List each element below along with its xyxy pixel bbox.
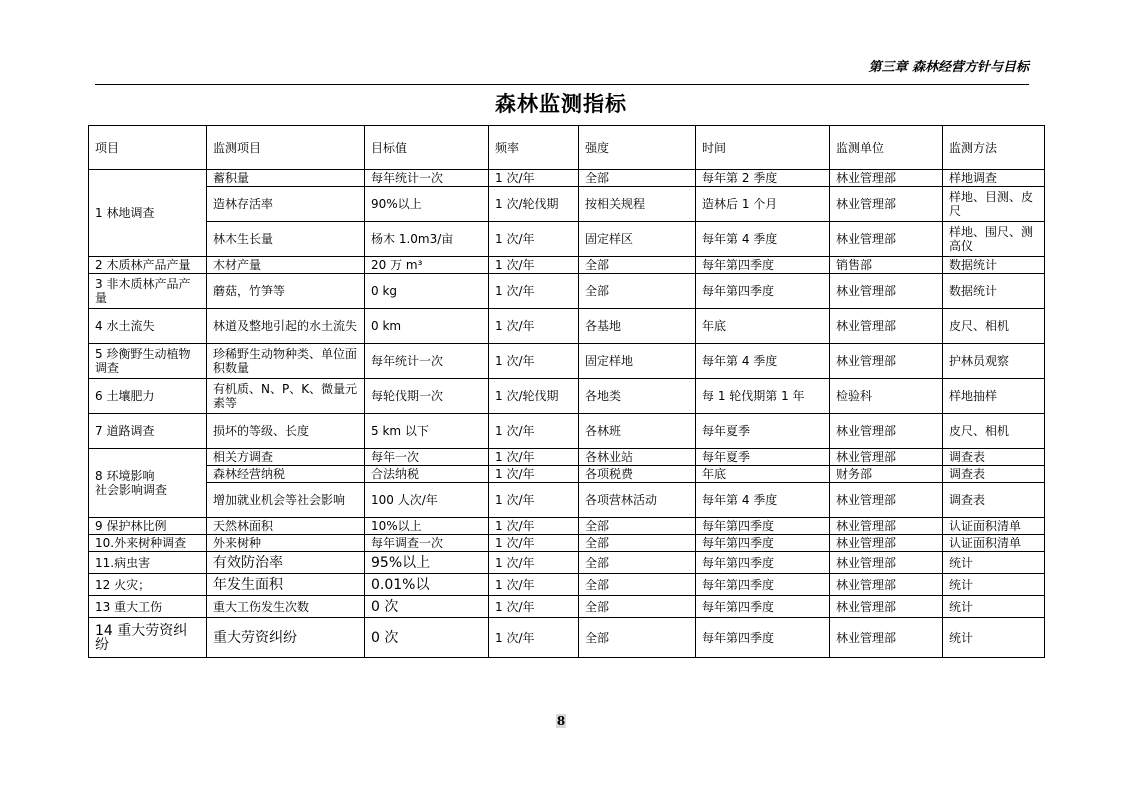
table-cell: 合法纳税 (365, 466, 489, 483)
table-cell: 全部 (579, 552, 696, 574)
table-cell: 1 次/年 (489, 414, 579, 449)
table-row (89, 574, 1045, 596)
table-cell: 1 次/年 (489, 483, 579, 518)
table-cell: 统计 (943, 596, 1045, 618)
table-cell: 每年统计一次 (365, 170, 489, 187)
category-cell: 4 水土流失 (89, 309, 207, 344)
table-cell: 林业管理部 (830, 618, 943, 658)
table-cell: 全部 (579, 257, 696, 274)
category-cell: 1 林地调查 (89, 170, 207, 257)
table-cell: 1 次/年 (489, 222, 579, 257)
table-cell: 每年一次 (365, 449, 489, 466)
table-cell: 每年夏季 (696, 449, 830, 466)
table-cell: 调查表 (943, 466, 1045, 483)
table-cell: 1 次/年 (489, 449, 579, 466)
table-row (89, 257, 1045, 274)
table-cell: 每年调查一次 (365, 535, 489, 552)
category-line: 社会影响调查 (95, 483, 168, 497)
table-cell: 0.01%以 (365, 574, 489, 596)
table-cell: 皮尺、相机 (943, 309, 1045, 344)
category-cell: 12 火灾； (89, 574, 207, 596)
table-cell: 每年第四季度 (696, 552, 830, 574)
table-cell: 1 次/年 (489, 518, 579, 535)
table-cell: 样地、围尺、测高仪 (943, 222, 1045, 257)
table-cell: 每年第四季度 (696, 518, 830, 535)
table-cell: 年底 (696, 466, 830, 483)
table-cell: 林道及整地引起的水土流失 (207, 309, 365, 344)
table-cell: 每年夏季 (696, 414, 830, 449)
table-row (89, 535, 1045, 552)
page-number (0, 714, 1122, 728)
table-cell: 各项税费 (579, 466, 696, 483)
table-cell: 固定样区 (579, 222, 696, 257)
table-cell: 增加就业机会等社会影响 (207, 483, 365, 518)
table-cell: 每年第 4 季度 (696, 222, 830, 257)
table-cell: 95%以上 (365, 552, 489, 574)
table-cell: 年底 (696, 309, 830, 344)
table-cell: 每年第四季度 (696, 257, 830, 274)
table-cell: 林业管理部 (830, 518, 943, 535)
table-cell: 每年第四季度 (696, 535, 830, 552)
category-cell: 14 重大劳资纠纷 (89, 618, 207, 658)
table-cell: 每轮伐期一次 (365, 379, 489, 414)
table-cell: 皮尺、相机 (943, 414, 1045, 449)
table-cell: 100 人次/年 (365, 483, 489, 518)
table-row (89, 187, 1045, 222)
table-cell: 林业管理部 (830, 187, 943, 222)
table-cell: 林业管理部 (830, 309, 943, 344)
table-cell: 1 次/年 (489, 596, 579, 618)
table-cell: 1 次/年 (489, 618, 579, 658)
table-cell: 销售部 (830, 257, 943, 274)
table-cell: 林业管理部 (830, 170, 943, 187)
table-cell: 各项营林活动 (579, 483, 696, 518)
table-cell: 全部 (579, 618, 696, 658)
table-cell: 每年第四季度 (696, 574, 830, 596)
table-cell: 按相关规程 (579, 187, 696, 222)
table-cell: 全部 (579, 170, 696, 187)
table-cell: 1 次/年 (489, 309, 579, 344)
table-cell: 1 次/年 (489, 466, 579, 483)
table-row (89, 596, 1045, 618)
column-header: 目标值 (365, 126, 489, 170)
table-row (89, 518, 1045, 535)
table-row (89, 552, 1045, 574)
category-cell: 3 非木质林产品产量 (89, 274, 207, 309)
table-cell: 1 次/年 (489, 170, 579, 187)
table-cell: 5 km 以下 (365, 414, 489, 449)
table-cell: 每年统计一次 (365, 344, 489, 379)
page-number-text: 8 (556, 714, 566, 728)
table-row (89, 344, 1045, 379)
table-cell: 10%以上 (365, 518, 489, 535)
table-cell: 天然林面积 (207, 518, 365, 535)
header-rule (95, 84, 1029, 85)
table-cell: 珍稀野生动物种类、单位面积数量 (207, 344, 365, 379)
category-cell: 10.外来树种调查 (89, 535, 207, 552)
category-cell: 5 珍衡野生动植物调查 (89, 344, 207, 379)
table-cell: 数据统计 (943, 257, 1045, 274)
monitoring-table (88, 125, 1045, 658)
table-cell: 木材产量 (207, 257, 365, 274)
table-cell: 林业管理部 (830, 274, 943, 309)
table-cell: 林木生长量 (207, 222, 365, 257)
table-cell: 全部 (579, 535, 696, 552)
table-cell: 蘑菇，竹笋等 (207, 274, 365, 309)
table-cell: 全部 (579, 596, 696, 618)
table-cell: 全部 (579, 518, 696, 535)
table-cell: 1 次/轮伐期 (489, 379, 579, 414)
table-cell: 损坏的等级、长度 (207, 414, 365, 449)
table-cell: 各基地 (579, 309, 696, 344)
category-cell: 6 土壤肥力 (89, 379, 207, 414)
table-cell: 造林存活率 (207, 187, 365, 222)
table-row (89, 466, 1045, 483)
table-cell: 每年第四季度 (696, 274, 830, 309)
table-cell: 固定样地 (579, 344, 696, 379)
table-row (89, 222, 1045, 257)
table-row (89, 170, 1045, 187)
table-cell: 每年第 4 季度 (696, 344, 830, 379)
column-header: 时间 (696, 126, 830, 170)
table-row (89, 309, 1045, 344)
table-cell: 数据统计 (943, 274, 1045, 309)
table-cell: 0 kg (365, 274, 489, 309)
table-cell: 样地调查 (943, 170, 1045, 187)
table-cell: 1 次/年 (489, 274, 579, 309)
table-cell: 1 次/年 (489, 552, 579, 574)
category-line: 8 环境影响 (95, 469, 155, 483)
table-cell: 各地类 (579, 379, 696, 414)
table-cell: 有机质、N、P、K、微量元素等 (207, 379, 365, 414)
table-row (89, 379, 1045, 414)
column-header: 强度 (579, 126, 696, 170)
table-cell: 调查表 (943, 483, 1045, 518)
category-cell: 11.病虫害 (89, 552, 207, 574)
table-cell: 1 次/年 (489, 344, 579, 379)
category-cell: 2 木质林产品产量 (89, 257, 207, 274)
table-cell: 统计 (943, 574, 1045, 596)
table-cell: 林业管理部 (830, 574, 943, 596)
table-cell: 1 次/年 (489, 574, 579, 596)
table-cell: 森林经营纳税 (207, 466, 365, 483)
column-header: 监测方法 (943, 126, 1045, 170)
table-cell: 林业管理部 (830, 552, 943, 574)
table-cell: 1 次/轮伐期 (489, 187, 579, 222)
table-cell: 重大劳资纠纷 (207, 618, 365, 658)
chapter-header: 第三章 森林经营方针与目标 (868, 60, 1029, 75)
table-cell: 全部 (579, 574, 696, 596)
table-row (89, 618, 1045, 658)
category-cell: 9 保护林比例 (89, 518, 207, 535)
table-cell: 造林后 1 个月 (696, 187, 830, 222)
page-title: 森林监测指标 (495, 92, 627, 116)
table-cell: 样地抽样 (943, 379, 1045, 414)
category-cell (89, 449, 207, 518)
table-cell: 林业管理部 (830, 535, 943, 552)
table-cell: 每 1 轮伐期第 1 年 (696, 379, 830, 414)
table-cell: 90%以上 (365, 187, 489, 222)
table-cell: 统计 (943, 618, 1045, 658)
table-row (89, 483, 1045, 518)
table-cell: 林业管理部 (830, 414, 943, 449)
category-cell: 13 重大工伤 (89, 596, 207, 618)
table-row (89, 274, 1045, 309)
table-cell: 有效防治率 (207, 552, 365, 574)
table-cell: 1 次/年 (489, 257, 579, 274)
table-cell: 调查表 (943, 449, 1045, 466)
table-cell: 每年第 4 季度 (696, 483, 830, 518)
table-cell: 0 km (365, 309, 489, 344)
table-cell: 林业管理部 (830, 596, 943, 618)
table-cell: 各林业站 (579, 449, 696, 466)
table-cell: 蓄积量 (207, 170, 365, 187)
table-cell: 1 次/年 (489, 535, 579, 552)
table-cell: 相关方调查 (207, 449, 365, 466)
table-row (89, 449, 1045, 466)
table-cell: 年发生面积 (207, 574, 365, 596)
table-cell: 重大工伤发生次数 (207, 596, 365, 618)
table-cell: 各林班 (579, 414, 696, 449)
table-cell: 财务部 (830, 466, 943, 483)
table-cell: 0 次 (365, 618, 489, 658)
table-cell: 每年第四季度 (696, 618, 830, 658)
table-cell: 每年第四季度 (696, 596, 830, 618)
table-cell: 林业管理部 (830, 449, 943, 466)
table-cell: 认证面积清单 (943, 518, 1045, 535)
table-cell: 统计 (943, 552, 1045, 574)
table-cell: 0 次 (365, 596, 489, 618)
table-cell: 林业管理部 (830, 222, 943, 257)
table-cell: 林业管理部 (830, 344, 943, 379)
table-header-row (89, 126, 1045, 170)
table-cell: 检验科 (830, 379, 943, 414)
category-cell: 7 道路调查 (89, 414, 207, 449)
table-cell: 杨木 1.0m3/亩 (365, 222, 489, 257)
table-cell: 护林员观察 (943, 344, 1045, 379)
table-cell: 每年第 2 季度 (696, 170, 830, 187)
table-row (89, 414, 1045, 449)
table-cell: 外来树种 (207, 535, 365, 552)
column-header: 监测项目 (207, 126, 365, 170)
column-header: 频率 (489, 126, 579, 170)
table-cell: 认证面积清单 (943, 535, 1045, 552)
table-cell: 样地、目测、皮尺 (943, 187, 1045, 222)
table-cell: 林业管理部 (830, 483, 943, 518)
column-header: 项目 (89, 126, 207, 170)
column-header: 监测单位 (830, 126, 943, 170)
table-cell: 20 万 m³ (365, 257, 489, 274)
table-cell: 全部 (579, 274, 696, 309)
